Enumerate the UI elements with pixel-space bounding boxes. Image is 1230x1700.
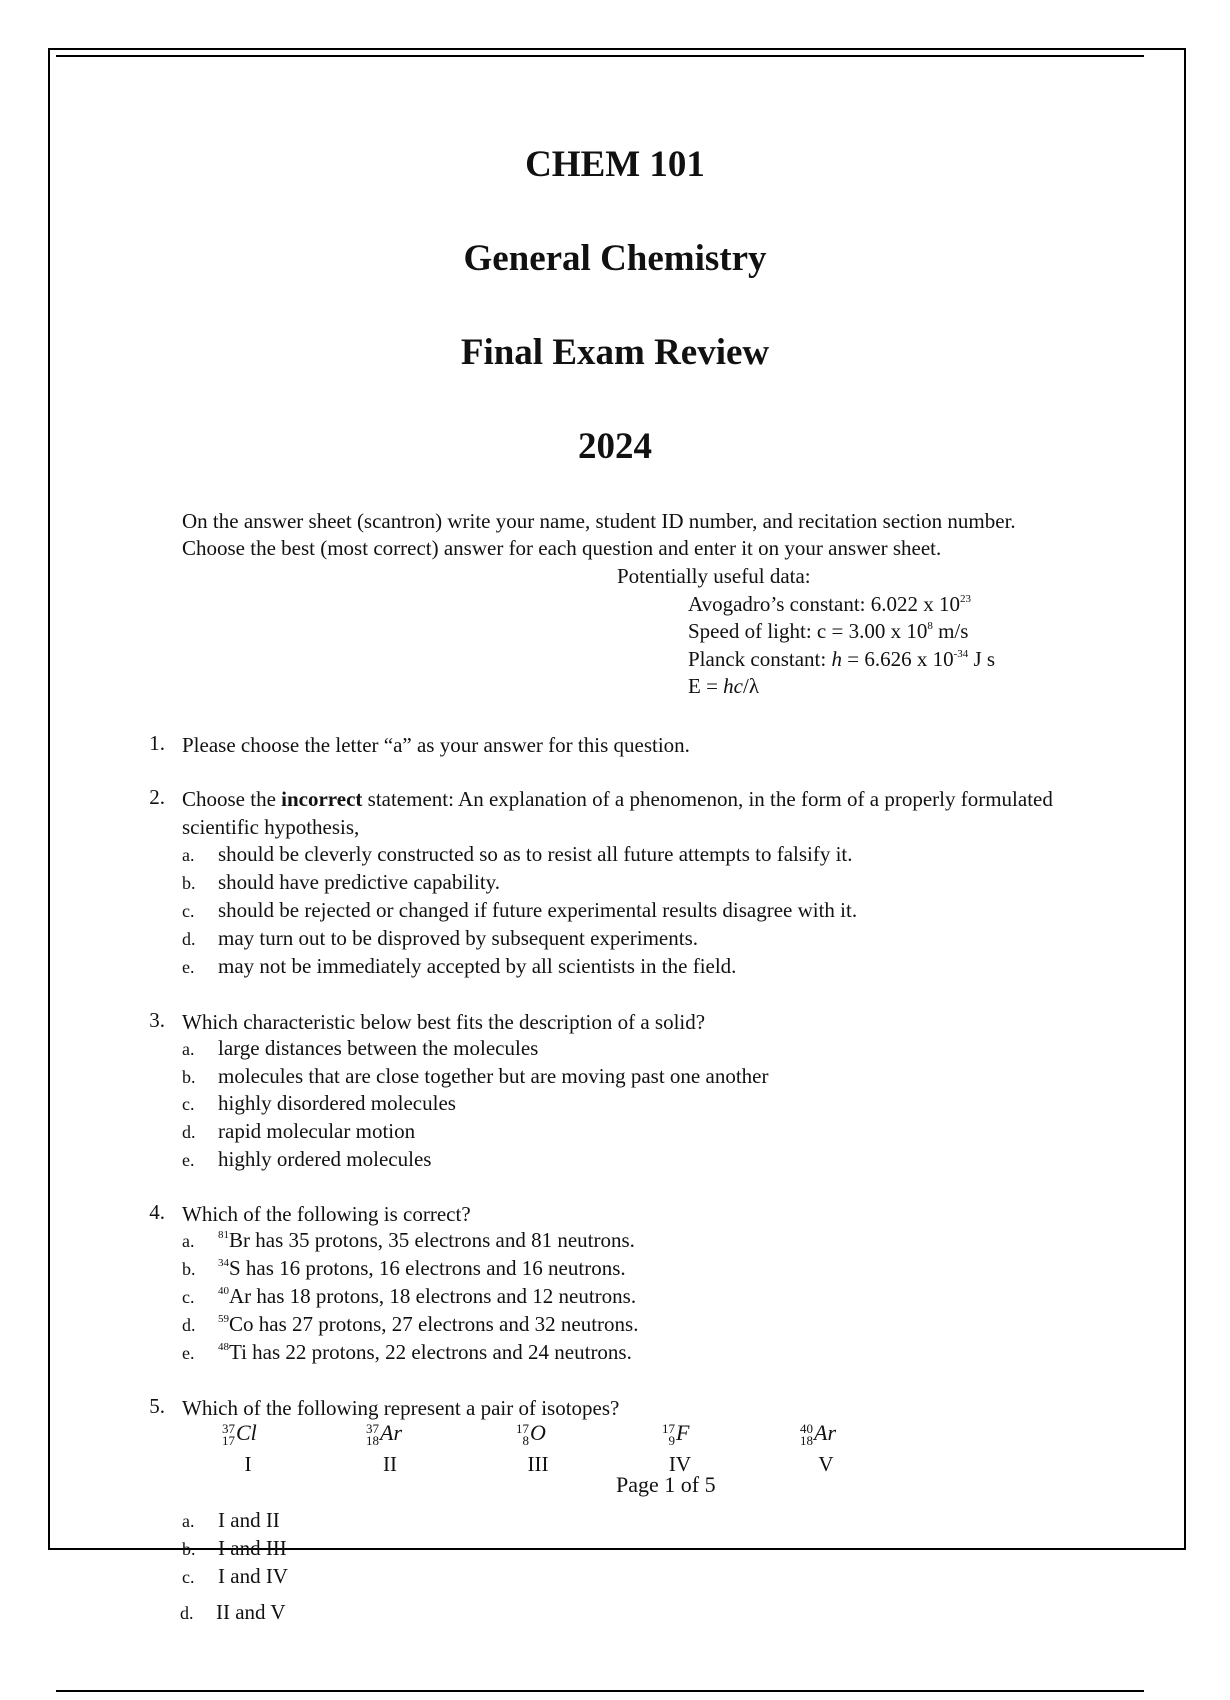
instruction-line-2: Choose the best (most correct) answer for each question and enter it on your answer sheet. [182, 536, 942, 560]
option-4d[interactable]: d. $^{59}$Co has 27 protons, 27 electrons and 32 neutrons. [182, 1312, 639, 1336]
question-text: Choose the incorrect statement: An explanation of a phenomenon, in the form of a properly formulated scientific hypothesis, [182, 787, 1053, 839]
planck-constant: Planck constant: h = 6.626 x $10^{-34}$ J s [688, 647, 996, 671]
option-3c[interactable]: c. highly disordered molecules [182, 1091, 456, 1115]
option-4e[interactable]: e. $^{48}$Ti has 22 protons, 22 electrons and 24 neutrons. [182, 1340, 632, 1364]
isotope-label: III [527, 1452, 549, 1476]
question-text: Which of the following is correct? [182, 1202, 471, 1226]
option-3b[interactable]: b. molecules that are close together but are moving past one another [182, 1064, 769, 1088]
isotope-notation: 17 8 O [516, 1420, 546, 1448]
year-title: 2024 [578, 426, 652, 467]
bottom-rule [56, 1690, 1144, 1692]
page-number: Page 1 of 5 [616, 1472, 716, 1497]
isotope-label: V [818, 1452, 834, 1476]
question-number: 3. [149, 1008, 165, 1032]
isotope-label: IV [668, 1452, 692, 1476]
question-text: Which characteristic below best fits the description of a solid? [182, 1010, 706, 1034]
isotope-notation: 17 9 F [662, 1420, 690, 1448]
useful-data-heading: Potentially useful data: [617, 564, 811, 588]
option-5a[interactable]: a. I and II [182, 1508, 280, 1532]
option-2d[interactable]: d. may turn out to be disproved by subsequent experiments. [182, 926, 698, 950]
document-title: Final Exam Review [460, 332, 770, 373]
question-number: 1. [149, 731, 165, 755]
isotope-notation: 37 17 Cl [222, 1420, 257, 1448]
option-3e[interactable]: e. highly ordered molecules [182, 1147, 432, 1171]
option-2e[interactable]: e. may not be immediately accepted by all scientists in the field. [182, 954, 737, 978]
isotope-label: I [244, 1452, 252, 1476]
option-4c[interactable]: c. $^{40}$Ar has 18 protons, 18 electrons and 12 neutrons. [182, 1284, 637, 1308]
question-number: 5. [149, 1394, 165, 1418]
isotope-label: II [383, 1452, 397, 1476]
question-text: Which of the following represent a pair of isotopes? [182, 1396, 620, 1420]
option-5c[interactable]: c. I and IV [182, 1564, 288, 1588]
option-5d-cut: d. II and V [180, 1600, 286, 1624]
option-2c[interactable]: c. should be rejected or changed if future experimental results disagree with it. [182, 898, 858, 922]
option-2b[interactable]: b. should have predictive capability. [182, 870, 501, 894]
course-title: CHEM 101 [525, 144, 705, 185]
option-4a[interactable]: a. $^{81}$Br has 35 protons, 35 electrons and 81 neutrons. [182, 1228, 635, 1252]
instruction-line-1: On the answer sheet (scantron) write your name, student ID number, and recitation section number. [182, 509, 1016, 533]
option-2a[interactable]: a. should be cleverly constructed so as to resist all future attempts to falsify it. [182, 842, 853, 866]
option-4b[interactable]: b. $^{34}$S has 16 protons, 16 electrons and 16 neutrons. [182, 1256, 626, 1280]
option-5b[interactable]: b. I and III [182, 1536, 287, 1560]
option-3d[interactable]: d. rapid molecular motion [182, 1119, 416, 1143]
isotope-notation: 37 18 Ar [366, 1420, 402, 1448]
subject-title: General Chemistry [463, 238, 767, 279]
energy-equation: E = hc/λ [688, 674, 760, 698]
speed-of-light: Speed of light: c = 3.00 x $10^8$ m/s [688, 619, 969, 643]
isotope-notation: 40 18 Ar [800, 1420, 836, 1448]
question-number: 2. [149, 785, 165, 809]
avogadro-constant: Avogadro’s constant: 6.022 x $10^{23}$ [688, 592, 971, 616]
question-number: 4. [149, 1200, 165, 1224]
question-text: Please choose the letter “a” as your answer for this question. [182, 733, 690, 757]
option-3a[interactable]: a. large distances between the molecules [182, 1036, 539, 1060]
